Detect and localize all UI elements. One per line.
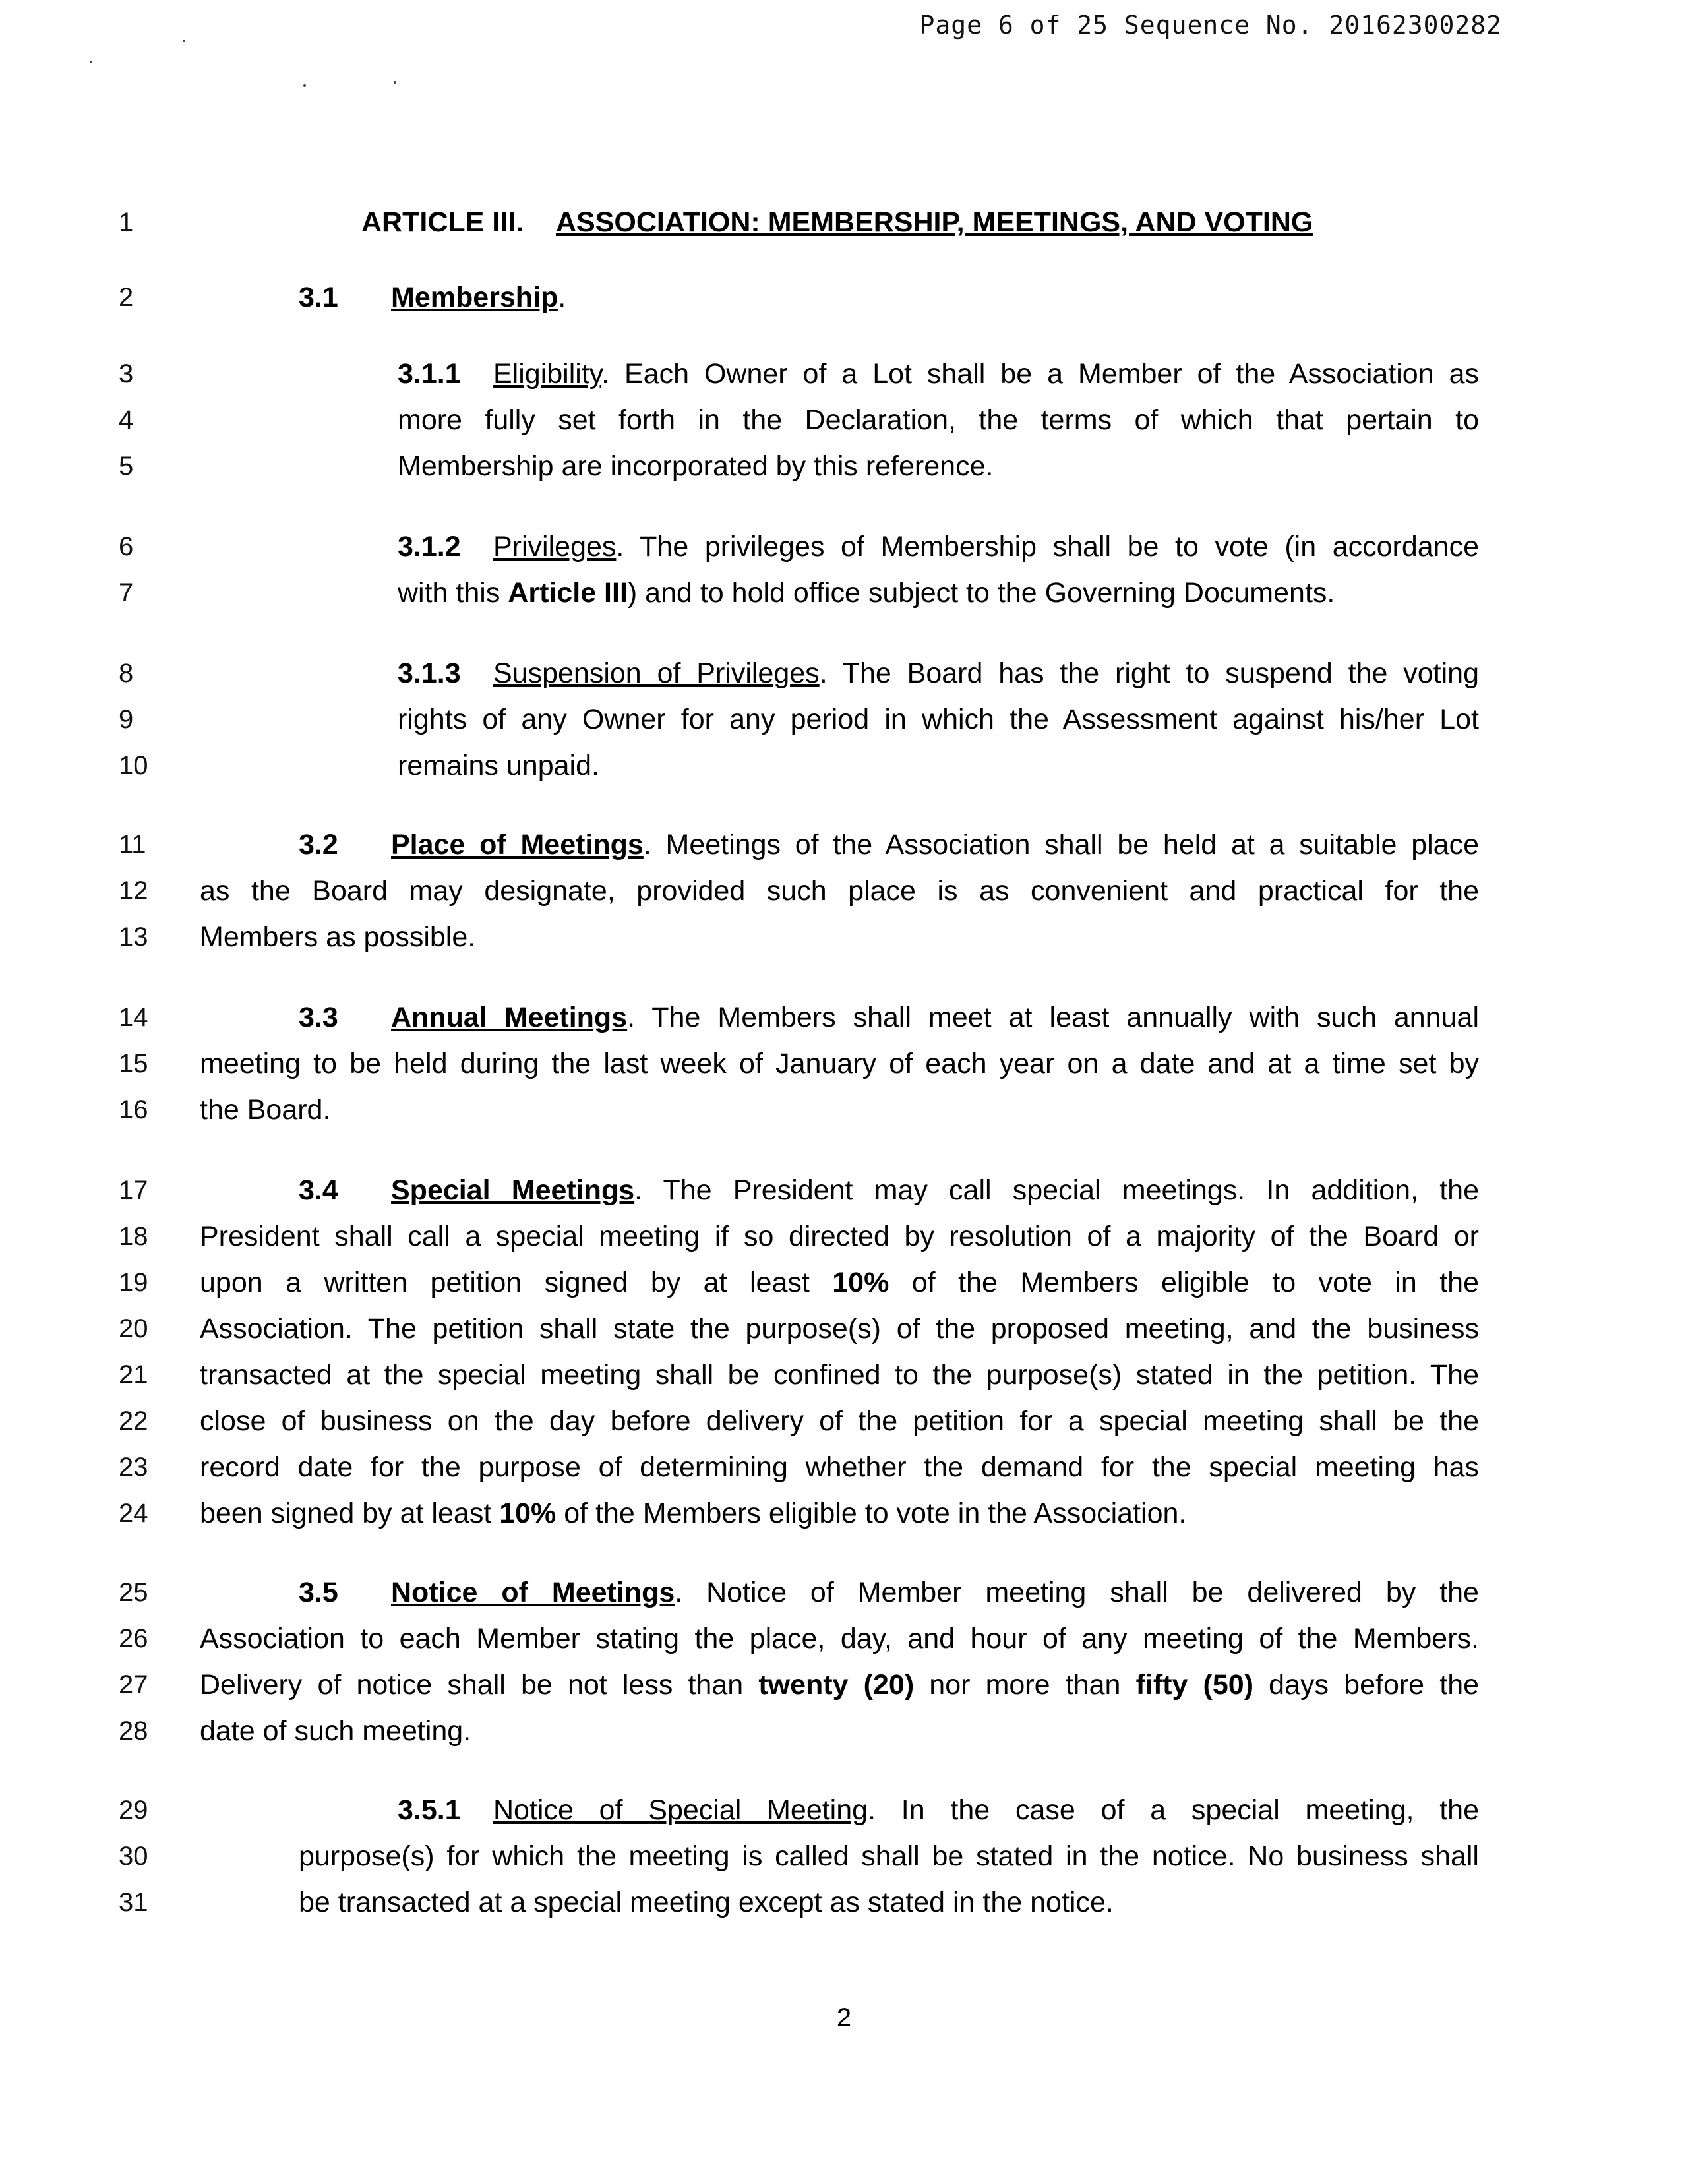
line-number: 20 [119,1314,148,1343]
doc-line [0,524,1688,570]
section-number: 3.5.1 [398,1794,461,1826]
paragraph-text: meeting to be held during the last week of January of each year on a date and at a time set by [200,1048,1479,1079]
doc-line [0,994,1688,1041]
section-title: Privileges [493,531,617,562]
doc-line [0,743,1688,789]
line-number: 16 [119,1095,148,1124]
paragraph-text: rights of any Owner for any period in which the Assessment against his/her Lot [398,704,1479,735]
section-title: Special Meetings [391,1174,635,1206]
line-number: 4 [119,406,134,435]
line-number: 6 [119,532,134,561]
doc-line [0,1833,1688,1879]
section-title: Place of Meetings [391,829,644,861]
line-number: 30 [119,1842,148,1871]
doc-line [0,1167,1688,1213]
article-heading [361,199,1313,245]
paragraph-text: days before the [1253,1669,1480,1701]
paragraph-line [200,1306,1479,1352]
paragraph-text: Membership are incorporated by this reference. [398,450,994,482]
doc-line [0,1787,1688,1833]
doc-line [0,1306,1688,1352]
paragraph-text: . The privileges of Membership shall be to vote (in accordance [616,531,1479,562]
paragraph-line [200,1041,1479,1087]
doc-line [0,822,1688,868]
section-title: Notice of Special Meeting [493,1794,868,1826]
line-number: 17 [119,1176,148,1205]
line-number: 23 [119,1453,148,1482]
paragraph-text: date of such meeting. [200,1715,471,1747]
section-3-1-3-line [398,650,1479,696]
paragraph-text: more fully set forth in the Declaration, the terms of which that pertain to [398,404,1479,436]
paragraph-text: upon a written petition signed by at least [200,1267,833,1298]
section-number: 3.1.2 [398,531,461,562]
paragraph-line [398,570,1335,616]
doc-line [0,1879,1688,1926]
paragraph-line [200,1662,1479,1708]
paragraph-line [200,1616,1479,1662]
paragraph-line [200,1352,1479,1398]
doc-line [0,1041,1688,1087]
section-3-5-1-line [398,1787,1479,1833]
line-number: 21 [119,1360,148,1389]
article-label: ARTICLE III. [361,206,524,238]
section-title: Annual Meetings [391,1002,628,1033]
punctuation: . [558,282,566,313]
section-3-5-line [299,1569,1479,1616]
line-number: 5 [119,452,134,481]
paragraph-text: Association. The petition shall state the purpose(s) of the proposed meeting, and the business [200,1313,1479,1345]
doc-line [0,1398,1688,1444]
paragraph-text: . The Board has the right to suspend the voting [819,657,1479,689]
paragraph-text: nor more than [914,1669,1136,1701]
paragraph-text: record date for the purpose of determining whether the demand for the special meeting has [200,1451,1479,1483]
line-number: 29 [119,1796,148,1825]
section-title: Notice of Meetings [391,1577,675,1608]
section-3-1-heading [299,274,566,320]
doc-line [0,696,1688,743]
paragraph-text: . The President may call special meetings. In addition, the [634,1174,1479,1206]
paragraph-line [200,1213,1479,1259]
paragraph-text: purpose(s) for which the meeting is called shall be stated in the notice. No business shall [299,1840,1479,1872]
doc-line [0,1662,1688,1708]
paragraph-text: with this [398,577,508,609]
line-number: 18 [119,1222,148,1251]
paragraph-line [200,1398,1479,1444]
section-number: 3.5 [299,1577,338,1608]
doc-line [0,443,1688,489]
line-number: 8 [119,659,134,688]
paragraph-line [299,1833,1479,1879]
line-number: 14 [119,1003,148,1032]
doc-line [0,1087,1688,1133]
doc-line [0,650,1688,696]
line-number: 3 [119,359,134,388]
line-number: 28 [119,1716,148,1745]
doc-line [0,1490,1688,1536]
paragraph-text: remains unpaid. [398,750,599,781]
day-count: fifty (50) [1135,1669,1254,1701]
doc-line [0,1213,1688,1259]
paragraph-line [200,1444,1479,1490]
paragraph-text: President shall call a special meeting if so directed by resolution of a majority of the Board or [200,1221,1479,1252]
paragraph-line [200,1259,1479,1306]
doc-line [0,1616,1688,1662]
article-reference: Article III [508,577,628,609]
paragraph-text: Members as possible. [200,921,476,953]
doc-line [0,914,1688,960]
paragraph-text: ) and to hold office subject to the Governing Documents. [627,577,1335,609]
line-number: 13 [119,923,148,952]
article-title: ASSOCIATION: MEMBERSHIP, MEETINGS, AND VOTING [556,206,1313,238]
paragraph-text: transacted at the special meeting shall be confined to the purpose(s) stated in the petition. The [200,1359,1479,1391]
section-number: 3.1.3 [398,657,461,689]
section-title: Eligibility [493,358,602,390]
scan-speck [394,81,396,84]
line-number: 26 [119,1624,148,1653]
doc-line [0,570,1688,616]
section-number: 3.1 [299,282,338,313]
paragraph-text: been signed by at least [200,1498,500,1529]
paragraph-text: the Board. [200,1094,331,1126]
paragraph-text: . In the case of a special meeting, the [868,1794,1479,1826]
paragraph-line [398,397,1479,443]
section-3-4-line [299,1167,1479,1213]
doc-line [0,1569,1688,1616]
paragraph-text: . The Members shall meet at least annually with such annual [627,1002,1479,1033]
section-3-3-line [299,994,1479,1041]
section-3-2-line [299,822,1479,868]
section-number: 3.4 [299,1174,338,1206]
paragraph-text: close of business on the day before delivery of the petition for a special meeting shall be the [200,1405,1479,1437]
scan-speck [303,84,306,87]
line-number: 27 [119,1670,148,1699]
paragraph-line [398,696,1479,743]
line-number: 9 [119,705,134,734]
paragraph-text: of the Members eligible to vote in the [889,1267,1479,1298]
paragraph-line [200,868,1479,914]
page-header: Page 6 of 25 Sequence No. 20162300282 [919,11,1502,40]
paragraph-text: of the Members eligible to vote in the Association. [556,1498,1187,1529]
doc-line [0,199,1688,245]
doc-line [0,351,1688,397]
paragraph-line [200,1490,1186,1536]
paragraph-text: Association to each Member stating the place, day, and hour of any meeting of the Members. [200,1623,1479,1654]
line-number: 10 [119,751,148,780]
day-count: twenty (20) [758,1669,915,1701]
section-number: 3.1.1 [398,358,461,390]
doc-line [0,1259,1688,1306]
scan-speck [183,40,185,42]
line-number: 31 [119,1888,148,1917]
percentage-value: 10% [499,1498,557,1529]
section-title: Membership [391,282,558,313]
line-number: 12 [119,876,148,905]
section-3-1-1-line [398,351,1479,397]
page-number: 2 [836,2003,852,2032]
section-number: 3.2 [299,829,338,861]
line-number: 2 [119,283,134,312]
percentage-value: 10% [832,1267,889,1298]
line-number: 19 [119,1268,148,1297]
paragraph-text: as the Board may designate, provided such place is as convenient and practical for the [200,875,1479,907]
line-number: 25 [119,1578,148,1607]
section-number: 3.3 [299,1002,338,1033]
doc-line [0,397,1688,443]
paragraph-text: . Notice of Member meeting shall be delivered by the [675,1577,1479,1608]
section-title: Suspension of Privileges [493,657,820,689]
paragraph-text: . Each Owner of a Lot shall be a Member of the Association as [601,358,1479,390]
line-number: 15 [119,1049,148,1078]
doc-line [0,868,1688,914]
line-number: 24 [119,1499,148,1528]
doc-line [0,1444,1688,1490]
doc-line [0,1352,1688,1398]
line-number: 11 [119,830,146,859]
line-number: 7 [119,578,134,607]
paragraph-text: be transacted at a special meeting except as stated in the notice. [299,1887,1114,1918]
paragraph-text: Delivery of notice shall be not less than [200,1669,759,1701]
line-number: 1 [119,208,134,237]
line-number: 22 [119,1407,148,1436]
scan-speck [90,61,92,63]
paragraph-text: . Meetings of the Association shall be held at a suitable place [643,829,1480,861]
doc-line [0,274,1688,320]
section-3-1-2-line [398,524,1479,570]
doc-line [0,1708,1688,1754]
